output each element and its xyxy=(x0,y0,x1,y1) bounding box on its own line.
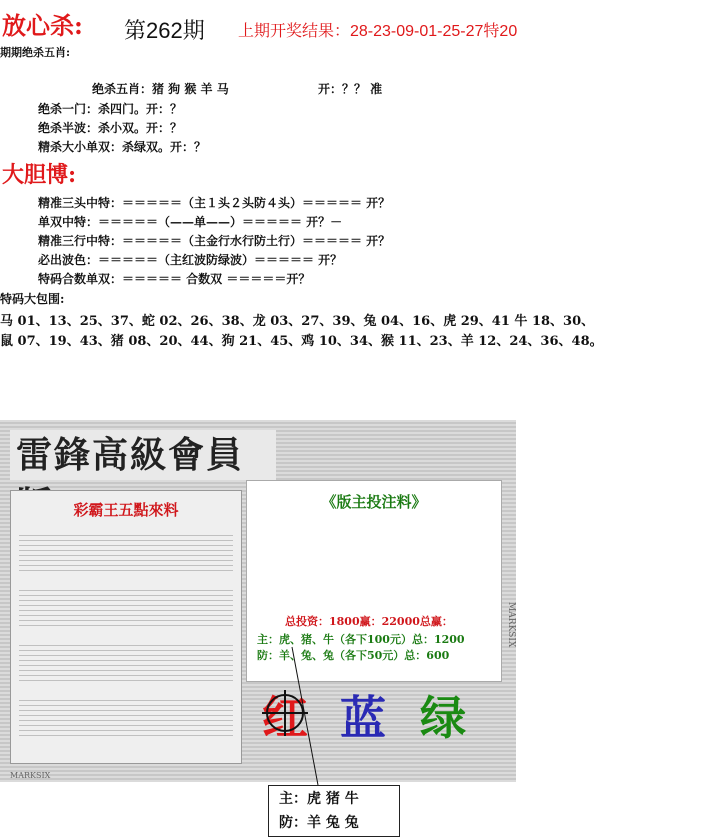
three-head-line: 精准三头中特：＝＝＝＝＝（主１头２头防４头）＝＝＝＝＝ 开？ xyxy=(38,196,391,210)
left-info-column xyxy=(10,490,242,764)
bet-total-line: 总投资：1800赢：22000总赢： xyxy=(285,615,453,628)
bet-main-line: 主：虎、猪、牛（各下100元）总：1200 xyxy=(257,633,465,646)
kill-wave-line: 绝杀半波：杀小双。开：？ xyxy=(38,121,183,135)
color-red-mark: 红 xyxy=(262,691,308,745)
text-block-1 xyxy=(19,531,233,571)
callout-guard: 防：羊 兔 兔 xyxy=(279,815,359,831)
sum-odd-even-line: 特码合数单双：＝＝＝＝＝ 合数双 ＝＝＝＝＝开？ xyxy=(38,272,311,286)
bet-guard-line: 防：羊、兔、兔（各下50元）总：600 xyxy=(257,649,450,662)
last-draw-result: 上期开奖结果：28-23-09-01-25-27特20 xyxy=(238,23,518,40)
text-block-4 xyxy=(19,696,233,736)
text-block-3 xyxy=(19,641,233,681)
kill-five-open: 开：？？ 准 xyxy=(318,82,383,96)
kill-size-line: 精杀大小单双：杀绿双。开：？ xyxy=(38,140,207,154)
member-image-panel xyxy=(0,420,516,782)
section1-heading: 期期绝杀五肖: xyxy=(0,46,71,59)
pointer-line xyxy=(290,645,320,785)
color-blue-mark: 蓝 xyxy=(340,691,386,745)
right-bet-column xyxy=(246,480,502,682)
bundle-row-2: 鼠 07、19、43、猪 08、20、44、狗 21、45、鸡 10、34、猴 11、23、羊 12、24、36、48。 xyxy=(0,334,603,349)
color-green-mark: 绿 xyxy=(420,691,466,745)
issue-number: 第262期 xyxy=(124,18,205,43)
three-element-line: 精准三行中特：＝＝＝＝＝（主金行水行防土行）＝＝＝＝＝ 开？ xyxy=(38,234,391,248)
odd-even-line: 单双中特：＝＝＝＝＝（——单——）＝＝＝＝＝ 开？－ xyxy=(38,215,343,229)
panel-title: 雷鋒高級會員 xyxy=(10,430,276,480)
text-block-2 xyxy=(19,586,233,626)
section2-heading: 大胆博: xyxy=(2,162,77,188)
bundle-row-1: 马 01、13、25、37、蛇 02、26、38、龙 03、27、39、兔 04、16、虎 29、41 牛 18、30、 xyxy=(0,314,595,329)
left-column-heading: 彩霸王五點來料 xyxy=(73,501,179,519)
bundle-heading: 特码大包围: xyxy=(0,292,65,306)
wave-color-line: 必出波色：＝＝＝＝＝（主红波防绿波）＝＝＝＝＝ 开？ xyxy=(38,253,343,267)
right-column-heading: 《版主投注料》 xyxy=(321,493,427,511)
bet-callout-box xyxy=(268,785,400,837)
panel-footer-watermark: MARKSIX xyxy=(10,771,51,780)
page-title: 放心杀: xyxy=(2,11,83,40)
side-watermark-strip: MARKSIX xyxy=(506,602,516,648)
callout-main: 主：虎 猪 牛 xyxy=(279,791,359,807)
kill-five-line: 绝杀五肖：猪 狗 猴 羊 马 xyxy=(92,82,229,96)
kill-door-line: 绝杀一门：杀四门。开：？ xyxy=(38,102,183,116)
